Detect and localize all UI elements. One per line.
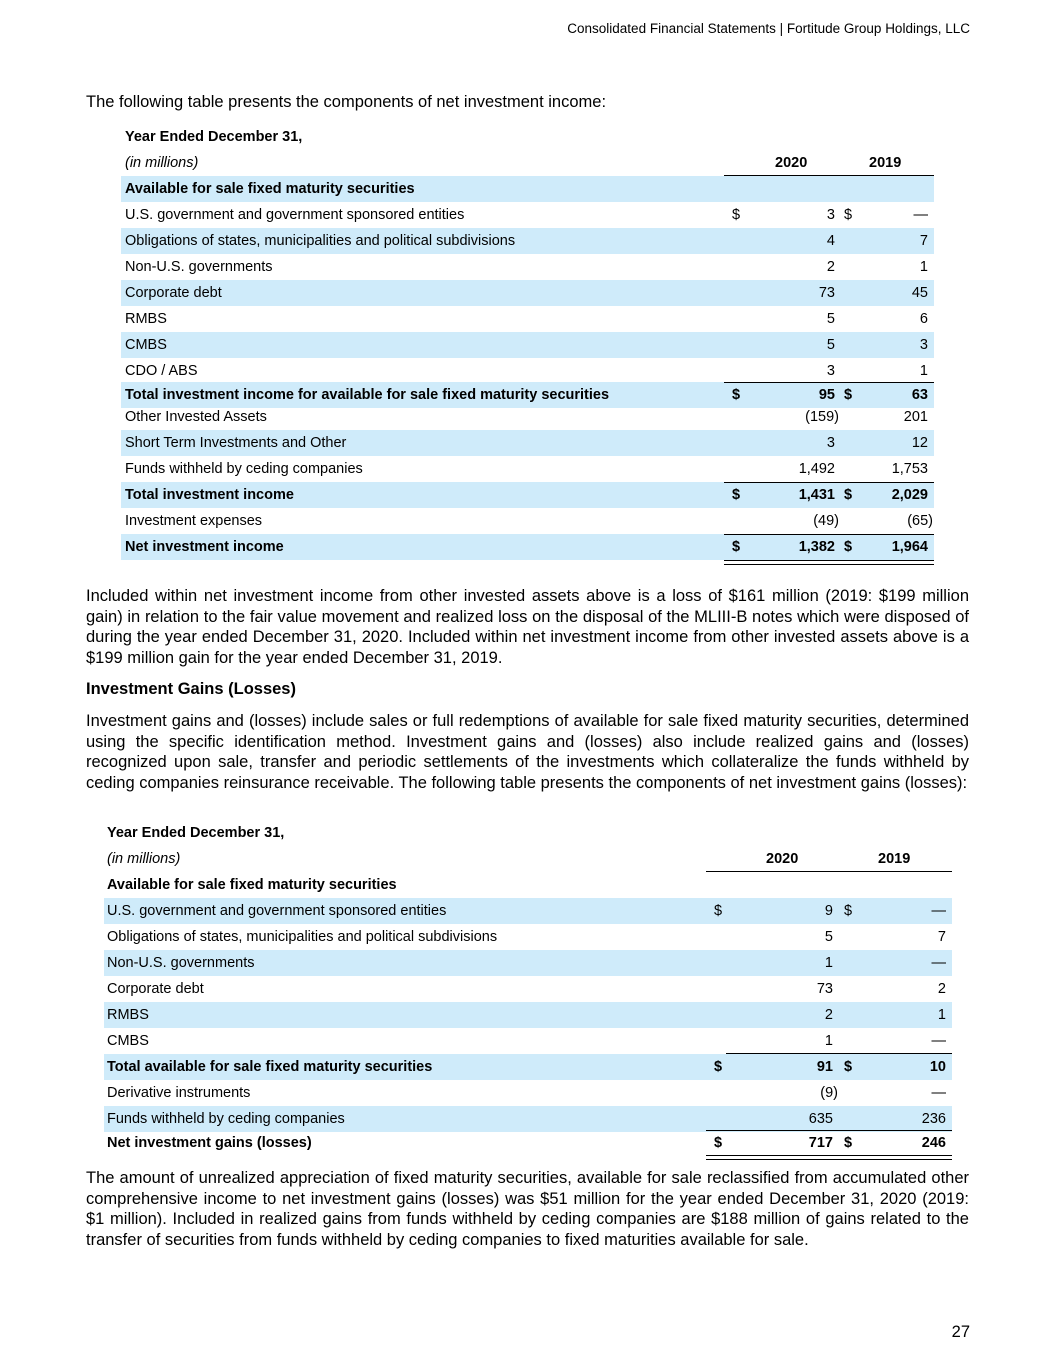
double-rule (724, 560, 934, 565)
subtotal-rule (726, 1053, 952, 1054)
value-2020: 3 (826, 435, 835, 451)
value-2019: — (931, 903, 946, 919)
value-2019: 1 (937, 1007, 946, 1023)
value-2020: 1 (824, 1033, 833, 1049)
table-row (121, 358, 934, 384)
value-2020: 635 (808, 1111, 833, 1127)
table-column-header (121, 150, 934, 176)
dollar-sign: $ (844, 487, 853, 503)
value-2020: (49) (813, 513, 839, 529)
net-investment-income-table (121, 124, 934, 574)
dollar-sign: $ (844, 1135, 853, 1151)
value-2020: 2 (826, 259, 835, 275)
dollar-sign: $ (714, 903, 723, 919)
dollar-sign: $ (732, 487, 741, 503)
dollar-sign: $ (714, 1135, 723, 1151)
value-2020: 4 (826, 233, 835, 249)
value-2020: 5 (826, 337, 835, 353)
subtotal-rule (724, 482, 934, 483)
dollar-sign: $ (844, 1059, 853, 1075)
dollar-sign: $ (732, 207, 741, 223)
row-label: CMBS (125, 337, 167, 353)
value-2020: 73 (816, 981, 833, 997)
row-label: Non-U.S. governments (125, 259, 273, 275)
value-2019: 10 (929, 1059, 946, 1075)
value-2019: — (931, 1033, 946, 1049)
units-label: (in millions) (107, 851, 181, 867)
dollar-sign: $ (732, 539, 741, 555)
table-year-header (104, 820, 952, 846)
value-2019: 2,029 (891, 487, 928, 503)
table-row (121, 306, 934, 332)
value-2020: 2 (824, 1007, 833, 1023)
value-2019: 1 (919, 363, 928, 379)
value-2020: (159) (805, 409, 839, 425)
section-heading: Investment Gains (Losses) (86, 680, 296, 698)
units-label: (in millions) (125, 155, 199, 171)
value-2019: 3 (919, 337, 928, 353)
value-2019: (65) (907, 513, 933, 529)
header-rule (706, 871, 952, 872)
value-2019: 63 (911, 387, 928, 403)
investment-gains-table (104, 820, 952, 1160)
table-row (104, 898, 952, 924)
subtotal-rule (724, 534, 934, 535)
value-2020: 717 (808, 1135, 833, 1151)
value-2020: 73 (818, 285, 835, 301)
table-row (121, 332, 934, 358)
value-2020: 5 (824, 929, 833, 945)
value-2019: 236 (921, 1111, 946, 1127)
row-label: Corporate debt (125, 285, 222, 301)
value-2019: — (931, 955, 946, 971)
value-2020: (9) (820, 1085, 838, 1101)
table-row (121, 228, 934, 254)
table-row (104, 924, 952, 950)
table-row-total (121, 534, 934, 560)
value-2020: 95 (818, 387, 835, 403)
row-label: Non-U.S. governments (107, 955, 255, 971)
value-2020: 1,382 (798, 539, 835, 555)
subtotal-rule (724, 382, 934, 383)
investment-gains-description: Investment gains and (losses) include sales or full redemptions of available for sale fixed maturity securities, determined using the specific identification method. Investment gains and (losses) also include realized gains and (losses) recognized upon sale, transfer and periodic settlements of the investments which collateralize the funds withheld by ceding companies reinsurance receivable. The following table presents the components of net investment gains (losses): (86, 712, 969, 792)
dollar-sign: $ (732, 387, 741, 403)
dollar-sign: $ (844, 539, 853, 555)
value-2020: 1,431 (798, 487, 835, 503)
dollar-sign: $ (714, 1059, 723, 1075)
value-2019: 1,753 (891, 461, 928, 477)
value-2020: 1,492 (798, 461, 835, 477)
value-2019: 2 (937, 981, 946, 997)
value-2019: 1,964 (891, 539, 928, 555)
table-row-total (104, 1130, 952, 1156)
year-label: Year Ended December 31, (107, 825, 285, 841)
value-2019: 1 (919, 259, 928, 275)
row-label: Corporate debt (107, 981, 204, 997)
table-row (121, 508, 934, 534)
value-2019: — (931, 1085, 946, 1101)
value-2020: 3 (826, 207, 835, 223)
row-label: Net investment income (125, 539, 284, 555)
value-2020: 91 (816, 1059, 833, 1075)
value-2019: 12 (911, 435, 928, 451)
net-investment-income-note: Included within net investment income from other invested assets above is a loss of $161 million (2019: $199 million gain) in relation to the fair value movement and realized loss on the disposal of the MLIII-B notes which were disposed of during the year ended December 31, 2020. Included within net investment income from other invested assets above is a $199 million gain for the year ended December 31, 2019. (86, 587, 969, 667)
row-label: CMBS (107, 1033, 149, 1049)
table-row (121, 456, 934, 482)
row-label: Short Term Investments and Other (125, 435, 347, 451)
dollar-sign: $ (844, 207, 853, 223)
value-2019: — (913, 207, 928, 223)
row-label: Available for sale fixed maturity securities (125, 181, 415, 197)
table-row (104, 976, 952, 1002)
value-2020: 9 (824, 903, 833, 919)
dollar-sign: $ (844, 903, 853, 919)
row-label: Funds withheld by ceding companies (125, 461, 363, 477)
unrealized-appreciation-note: The amount of unrealized appreciation of fixed maturity securities, available for sale reclassified from accumulated other comprehensive income to net investment gains (losses) was $51 million for the year ended December 31, 2020 (2019: $1 million). Included in realized gains from funds withheld by ceding companies are $188 million of gains related to the transfer of securities from funds withheld by ceding companies to fixed maturities available for sale. (86, 1169, 969, 1249)
table-year-header (121, 124, 934, 150)
table-row (104, 950, 952, 976)
value-2019: 7 (919, 233, 928, 249)
table-row (121, 176, 934, 202)
table-row (121, 254, 934, 280)
table-row-total (104, 1054, 952, 1080)
table-row (121, 430, 934, 456)
row-label: Funds withheld by ceding companies (107, 1111, 345, 1127)
page-header: Consolidated Financial Statements | Fortitude Group Holdings, LLC (567, 21, 970, 36)
value-2020: 1 (824, 955, 833, 971)
table-row-total (121, 482, 934, 508)
value-2019: 201 (903, 409, 928, 425)
value-2020: 5 (826, 311, 835, 327)
value-2019: 45 (911, 285, 928, 301)
col-2019-header: 2019 (878, 851, 911, 867)
table-row (104, 872, 952, 898)
row-label: Obligations of states, municipalities and political subdivisions (107, 929, 498, 945)
row-label: Obligations of states, municipalities and political subdivisions (125, 233, 516, 249)
value-2019: 7 (937, 929, 946, 945)
row-label: U.S. government and government sponsored entities (125, 207, 465, 223)
row-label: U.S. government and government sponsored entities (107, 903, 447, 919)
row-label: Derivative instruments (107, 1085, 251, 1101)
table-row (121, 280, 934, 306)
row-label: Total available for sale fixed maturity securities (107, 1059, 433, 1075)
table-row (121, 202, 934, 228)
double-rule (706, 1155, 952, 1160)
row-label: RMBS (125, 311, 167, 327)
table-row (104, 1002, 952, 1028)
row-label: Total investment income for available for sale fixed maturity securities (125, 387, 610, 403)
intro-text: The following table presents the components of net investment income: (86, 93, 607, 111)
row-label: Total investment income (125, 487, 294, 503)
table-column-header (104, 846, 952, 872)
col-2019-header: 2019 (869, 155, 902, 171)
subtotal-rule (706, 1130, 952, 1131)
row-label: Investment expenses (125, 513, 263, 529)
year-label: Year Ended December 31, (125, 129, 303, 145)
col-2020-header: 2020 (775, 155, 808, 171)
col-2020-header: 2020 (766, 851, 799, 867)
value-2019: 6 (919, 311, 928, 327)
row-label: RMBS (107, 1007, 149, 1023)
row-label: Net investment gains (losses) (107, 1135, 312, 1151)
value-2019: 246 (921, 1135, 946, 1151)
page-number: 27 (951, 1323, 970, 1341)
table-row (104, 1080, 952, 1106)
value-2020: 3 (826, 363, 835, 379)
table-row (104, 1106, 952, 1132)
table-row (121, 404, 934, 430)
row-label: CDO / ABS (125, 363, 198, 379)
row-label: Available for sale fixed maturity securities (107, 877, 397, 893)
table-row (104, 1028, 952, 1054)
dollar-sign: $ (844, 387, 853, 403)
header-rule (724, 175, 934, 176)
row-label: Other Invested Assets (125, 409, 267, 425)
